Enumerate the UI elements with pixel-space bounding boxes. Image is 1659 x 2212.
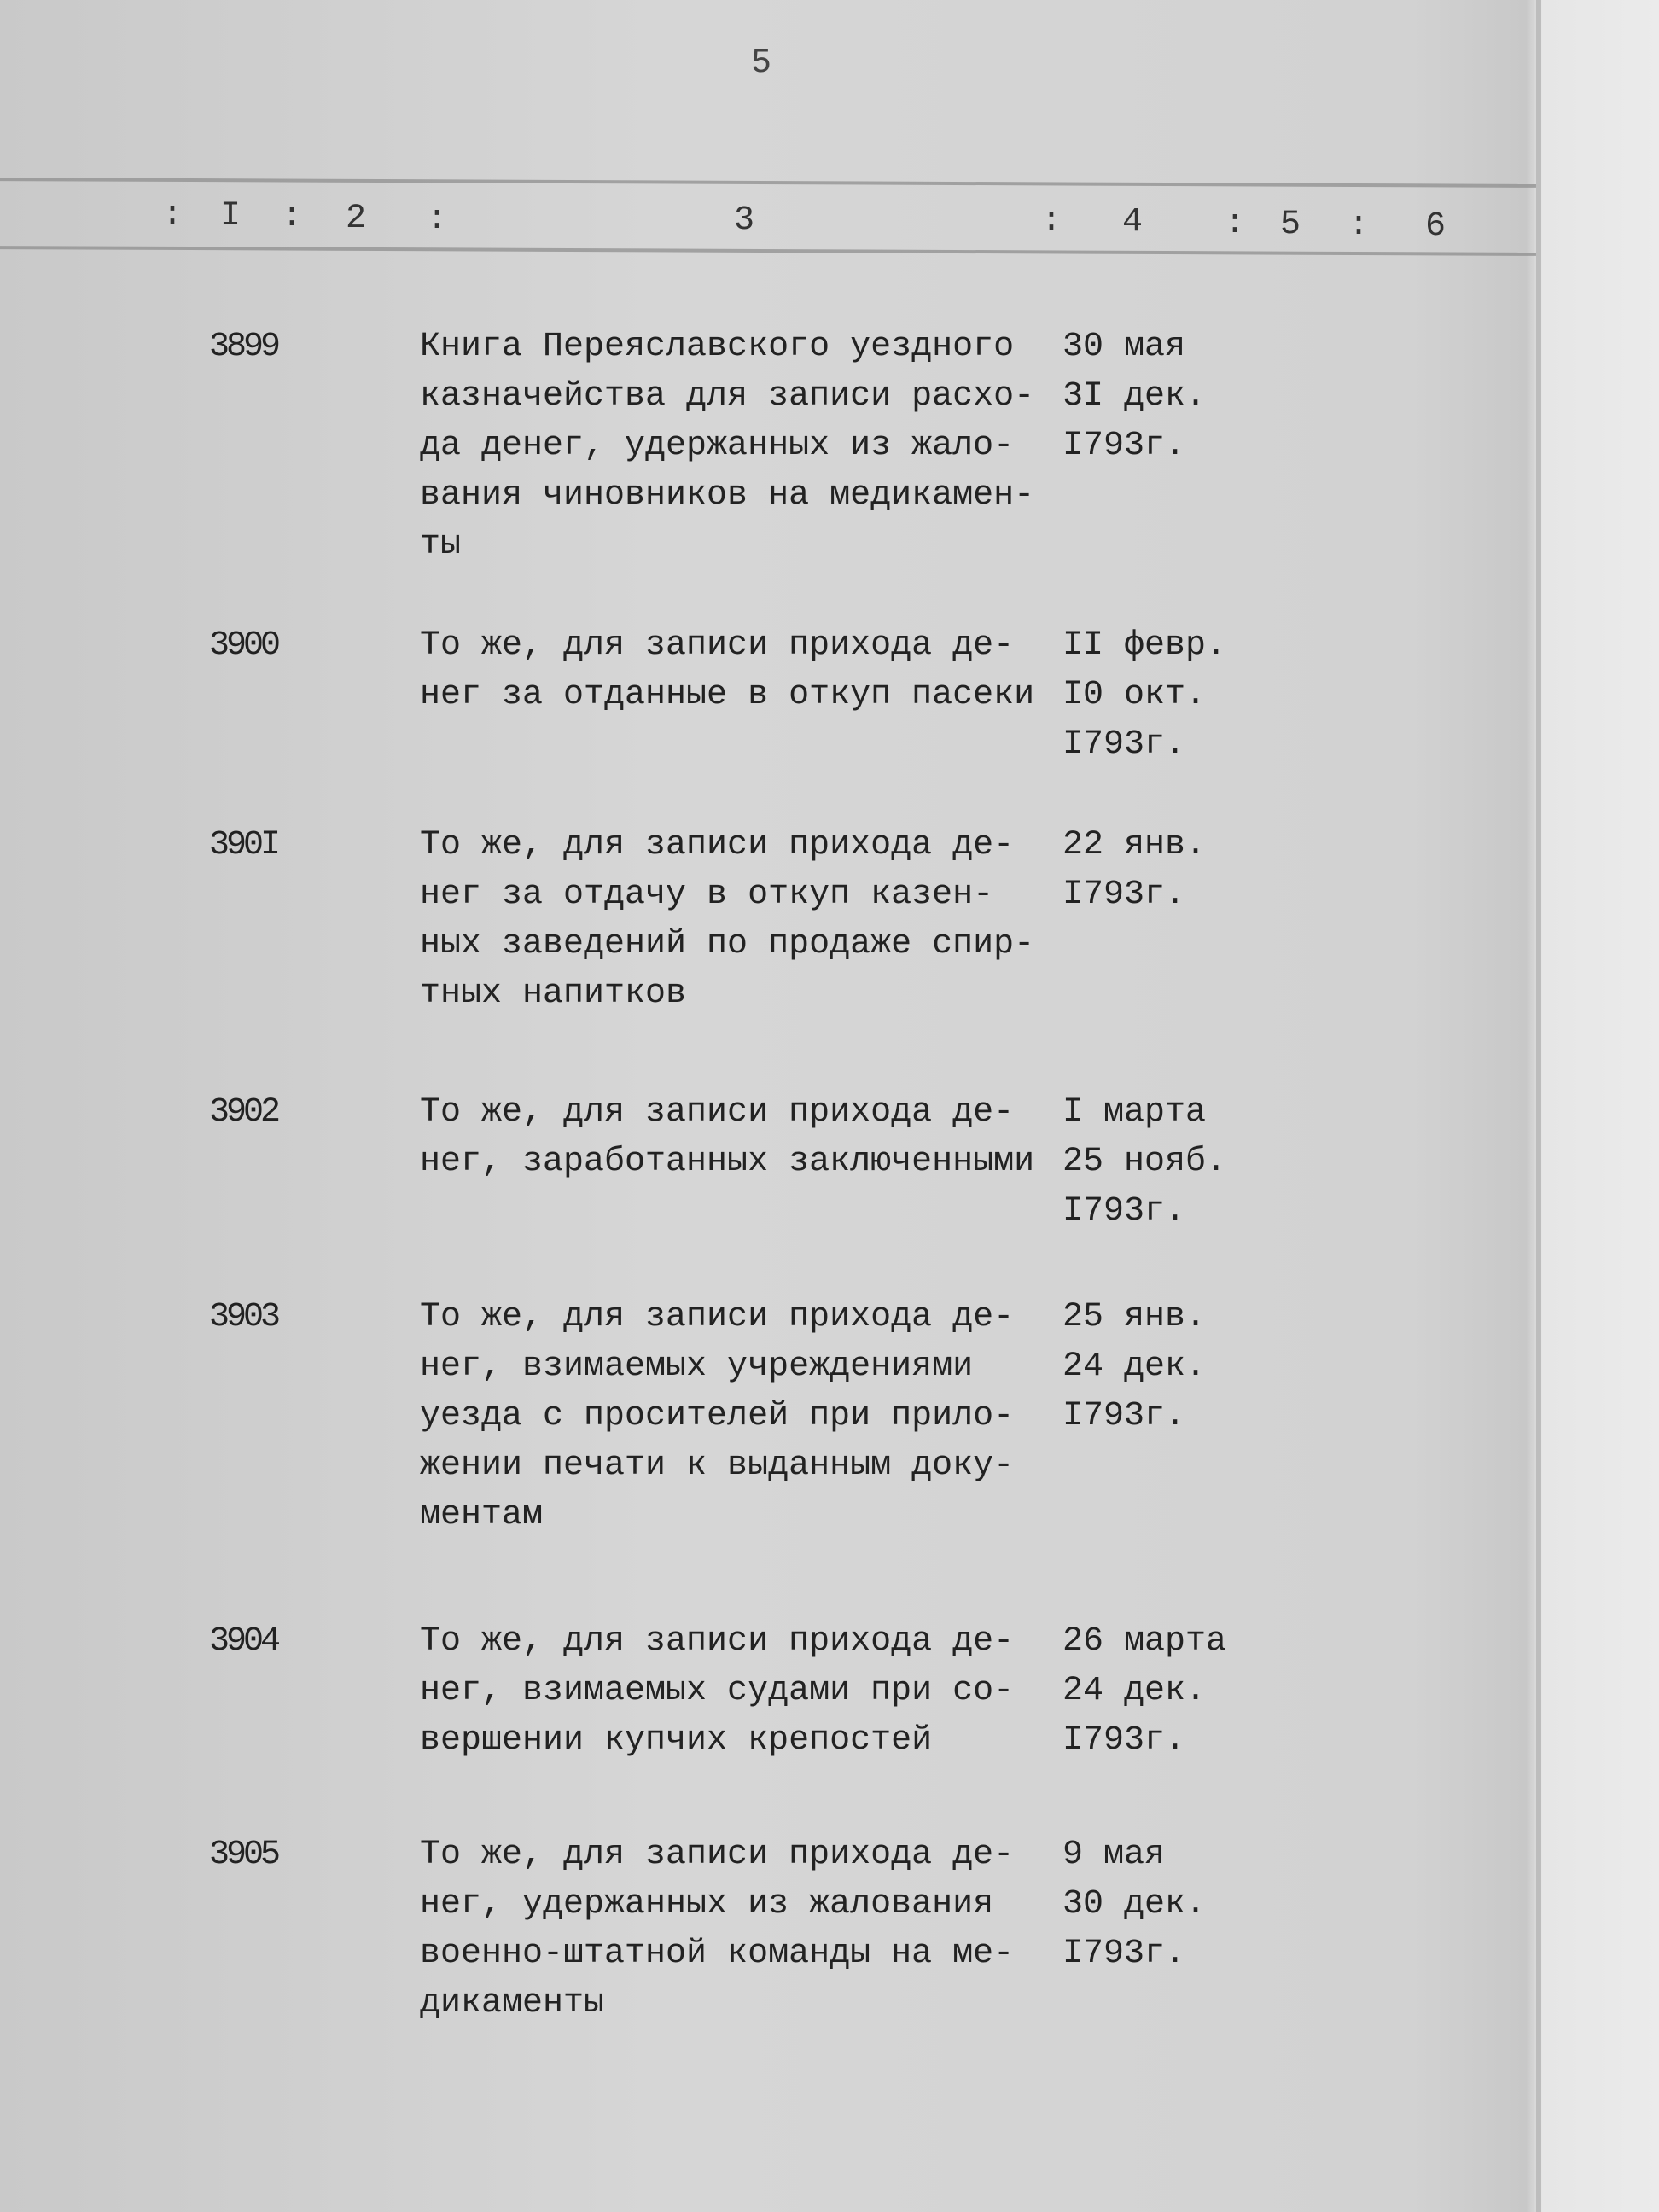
description-line: нег за отдачу в откуп казен-: [420, 876, 994, 914]
date-line: 24 дек.: [1062, 1672, 1207, 1710]
description-line: ты: [420, 526, 462, 564]
item-dates: [1062, 1088, 1226, 1237]
item-description: [420, 1831, 1014, 2029]
date-line: I793г.: [1062, 1397, 1186, 1435]
date-line: I793г.: [1062, 1721, 1186, 1760]
item-number: 3905: [209, 1836, 278, 1874]
column-number: 2: [346, 199, 367, 238]
date-line: 22 янв.: [1062, 826, 1207, 864]
item-number: 390I: [209, 826, 278, 864]
date-line: I793г.: [1062, 725, 1186, 764]
description-line: военно-штатной команды на ме-: [420, 1935, 1015, 1973]
description-line: То же, для записи прихода де-: [420, 1093, 1015, 1132]
description-line: То же, для записи прихода де-: [420, 1836, 1015, 1874]
description-line: вания чиновников на медикамен-: [420, 476, 1035, 515]
column-number: I: [220, 197, 242, 236]
item-description: [420, 323, 1034, 570]
date-line: I793г.: [1062, 876, 1186, 914]
item-description: [420, 1088, 1034, 1187]
description-line: уезда с просителей при прило-: [420, 1397, 1015, 1435]
description-line: То же, для записи прихода де-: [420, 826, 1015, 864]
description-line: дикаменты: [420, 1984, 605, 2023]
column-number: 6: [1425, 207, 1447, 247]
description-line: Книга Переяславского уездного: [420, 328, 1015, 366]
item-description: [420, 621, 1034, 720]
description-line: вершении купчих крепостей: [420, 1721, 933, 1760]
item-number: 3900: [209, 626, 278, 665]
item-dates: [1062, 1617, 1226, 1766]
description-line: да денег, удержанных из жало-: [420, 427, 1015, 465]
date-line: I793г.: [1062, 427, 1186, 465]
page-edge: [1536, 0, 1541, 2212]
item-number: 3902: [209, 1093, 278, 1132]
date-line: 30 дек.: [1062, 1885, 1207, 1924]
item-dates: [1062, 323, 1206, 471]
date-line: 25 нояб.: [1062, 1143, 1227, 1181]
column-number: 3: [734, 201, 755, 240]
item-description: [420, 1293, 1014, 1540]
date-line: 25 янв.: [1062, 1298, 1207, 1336]
item-description: [420, 1617, 1014, 1766]
column-number: 5: [1280, 205, 1301, 244]
page-number: 5: [751, 44, 772, 83]
description-line: То же, для записи прихода де-: [420, 626, 1015, 665]
column-separator: :: [427, 200, 448, 239]
item-number: 3904: [209, 1622, 278, 1661]
date-line: 3I дек.: [1062, 377, 1207, 416]
date-line: II февр.: [1062, 626, 1227, 665]
description-line: ных заведений по продаже спир-: [420, 925, 1035, 963]
description-line: нег, заработанных заключенными: [420, 1143, 1035, 1181]
date-line: 24 дек.: [1062, 1348, 1207, 1386]
description-line: нег, взимаемых учреждениями: [420, 1348, 974, 1386]
date-line: 9 мая: [1062, 1836, 1166, 1874]
column-number: 4: [1122, 203, 1144, 242]
item-dates: [1062, 1293, 1206, 1441]
column-separator: :: [1041, 202, 1062, 242]
column-separator: :: [1348, 207, 1370, 245]
item-dates: [1062, 621, 1226, 770]
description-line: казначейства для записи расхо-: [420, 377, 1035, 416]
column-separator: :: [162, 196, 183, 235]
description-line: То же, для записи прихода де-: [420, 1622, 1015, 1661]
description-line: нег, взимаемых судами при со-: [420, 1672, 1015, 1710]
item-dates: [1062, 821, 1206, 920]
column-separator: :: [282, 198, 303, 237]
item-number: 3903: [209, 1298, 278, 1336]
item-description: [420, 821, 1034, 1019]
description-line: нег, удержанных из жалования: [420, 1885, 994, 1924]
description-line: нег за отданные в откуп пасеки: [420, 676, 1035, 714]
header-rule-top: [0, 178, 1536, 188]
date-line: I793г.: [1062, 1192, 1186, 1231]
description-line: То же, для записи прихода де-: [420, 1298, 1015, 1336]
item-dates: [1062, 1831, 1206, 1979]
item-number: 3899: [209, 328, 278, 366]
description-line: жении печати к выданным доку-: [420, 1447, 1015, 1485]
column-separator: :: [1225, 204, 1246, 243]
description-line: ментам: [420, 1496, 544, 1534]
date-line: I марта: [1062, 1093, 1207, 1132]
date-line: 30 мая: [1062, 328, 1186, 366]
description-line: тных напитков: [420, 975, 687, 1013]
date-line: I793г.: [1062, 1935, 1186, 1973]
header-rule-bottom: [0, 246, 1536, 256]
date-line: 26 марта: [1062, 1622, 1227, 1661]
date-line: I0 окт.: [1062, 676, 1207, 714]
